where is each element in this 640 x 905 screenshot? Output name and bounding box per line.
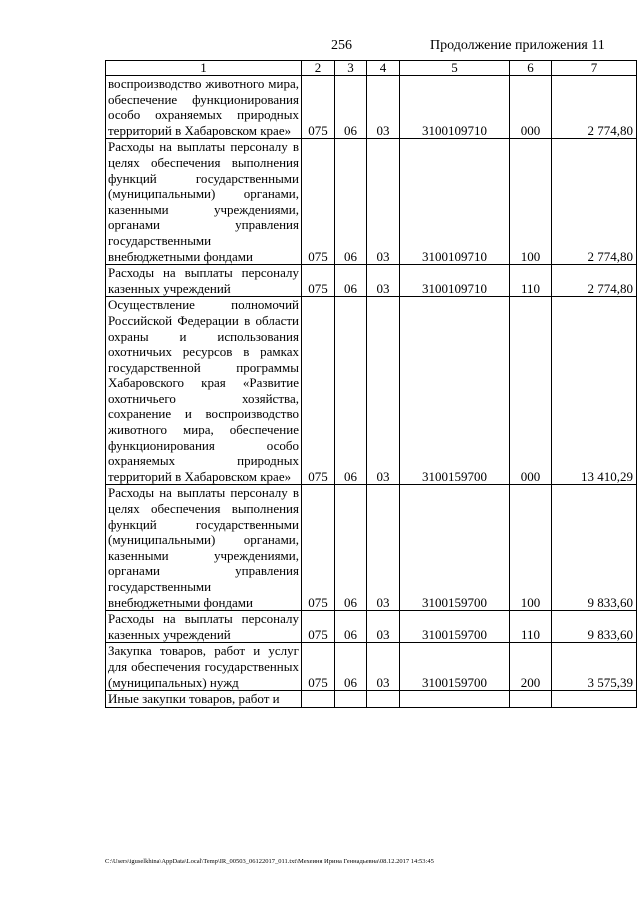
- subsection-code: 03: [367, 265, 400, 297]
- ministry-code: 075: [302, 485, 335, 611]
- amount: 2 774,80: [552, 265, 637, 297]
- row-description: Расходы на выплаты персоналу казенных учреждений: [106, 265, 302, 297]
- table-row: [106, 691, 637, 708]
- target-item-code: 3100159700: [400, 643, 510, 691]
- ministry-code: 075: [302, 76, 335, 139]
- table-row: [106, 611, 637, 643]
- amount: 9 833,60: [552, 485, 637, 611]
- amount: [552, 691, 637, 708]
- table-row: [106, 76, 637, 139]
- column-header: 2: [302, 61, 335, 76]
- amount: 2 774,80: [552, 139, 637, 265]
- table-row: [106, 265, 637, 297]
- table-row: [106, 643, 637, 691]
- target-item-code: 3100159700: [400, 611, 510, 643]
- continuation-heading: Продолжение приложения 11: [430, 38, 605, 53]
- target-item-code: 3100109710: [400, 139, 510, 265]
- target-item-code: 3100109710: [400, 76, 510, 139]
- amount: 2 774,80: [552, 76, 637, 139]
- subsection-code: 03: [367, 297, 400, 485]
- amount: 9 833,60: [552, 611, 637, 643]
- section-code: 06: [335, 76, 367, 139]
- ministry-code: 075: [302, 297, 335, 485]
- target-item-code: 3100109710: [400, 265, 510, 297]
- section-code: [335, 691, 367, 708]
- row-description: Закупка товаров, работ и услуг для обеспечения государственных (муниципальных) нужд: [106, 643, 302, 691]
- column-header: 4: [367, 61, 400, 76]
- subsection-code: 03: [367, 643, 400, 691]
- column-header: 6: [510, 61, 552, 76]
- row-description: Расходы на выплаты персоналу в целях обеспечения выполнения функций государственными (муниципальными) органами, казенными учреждениями, органами управления государственными внебюджетными фондами: [106, 139, 302, 265]
- section-code: 06: [335, 485, 367, 611]
- subsection-code: 03: [367, 611, 400, 643]
- subsection-code: 03: [367, 76, 400, 139]
- section-code: 06: [335, 139, 367, 265]
- target-item-code: 3100159700: [400, 297, 510, 485]
- target-item-code: 3100159700: [400, 485, 510, 611]
- subsection-code: 03: [367, 139, 400, 265]
- section-code: 06: [335, 265, 367, 297]
- row-description: Иные закупки товаров, работ и: [106, 691, 302, 708]
- row-description: воспроизводство животного мира, обеспечение функционирования особо охраняемых природных территорий в Хабаровском крае»: [106, 76, 302, 139]
- column-header: 1: [106, 61, 302, 76]
- expense-type-code: 110: [510, 611, 552, 643]
- table-row: [106, 297, 637, 485]
- column-header: 3: [335, 61, 367, 76]
- table-header-row: [106, 61, 637, 76]
- section-code: 06: [335, 297, 367, 485]
- expense-type-code: 200: [510, 643, 552, 691]
- amount: 13 410,29: [552, 297, 637, 485]
- row-description: Расходы на выплаты персоналу в целях обеспечения выполнения функций государственными (муниципальными) органами, казенными учреждениями, органами управления государственными внебюджетными фондами: [106, 485, 302, 611]
- expense-type-code: 000: [510, 297, 552, 485]
- expense-type-code: 000: [510, 76, 552, 139]
- subsection-code: 03: [367, 485, 400, 611]
- column-header: 7: [552, 61, 637, 76]
- column-header: 5: [400, 61, 510, 76]
- expense-type-code: 100: [510, 485, 552, 611]
- row-description: Осуществление полномочий Российской Федерации в области охраны и использования охотничьих ресурсов в рамках государственной программы Хабаровского края «Развитие охотничьего хозяйства, сохранение и воспроизводство животного мира, обеспечение функционирования особо охраняемых природных территорий в Хабаровском крае»: [106, 297, 302, 485]
- footer-file-path: C:\Users\iguselkhina\AppData\Local\Temp\IR_00503_06122017_011.txt\Мехеиня Ирина Геннадьевна\08.12.2017 14:53:45: [105, 858, 434, 865]
- ministry-code: [302, 691, 335, 708]
- table-row: [106, 139, 637, 265]
- ministry-code: 075: [302, 643, 335, 691]
- ministry-code: 075: [302, 611, 335, 643]
- expense-type-code: 100: [510, 139, 552, 265]
- expense-type-code: [510, 691, 552, 708]
- ministry-code: 075: [302, 265, 335, 297]
- section-code: 06: [335, 611, 367, 643]
- page-number: 256: [331, 38, 352, 53]
- expense-type-code: 110: [510, 265, 552, 297]
- subsection-code: [367, 691, 400, 708]
- section-code: 06: [335, 643, 367, 691]
- amount: 3 575,39: [552, 643, 637, 691]
- budget-table: [105, 60, 637, 708]
- target-item-code: [400, 691, 510, 708]
- table-row: [106, 485, 637, 611]
- ministry-code: 075: [302, 139, 335, 265]
- row-description: Расходы на выплаты персоналу казенных учреждений: [106, 611, 302, 643]
